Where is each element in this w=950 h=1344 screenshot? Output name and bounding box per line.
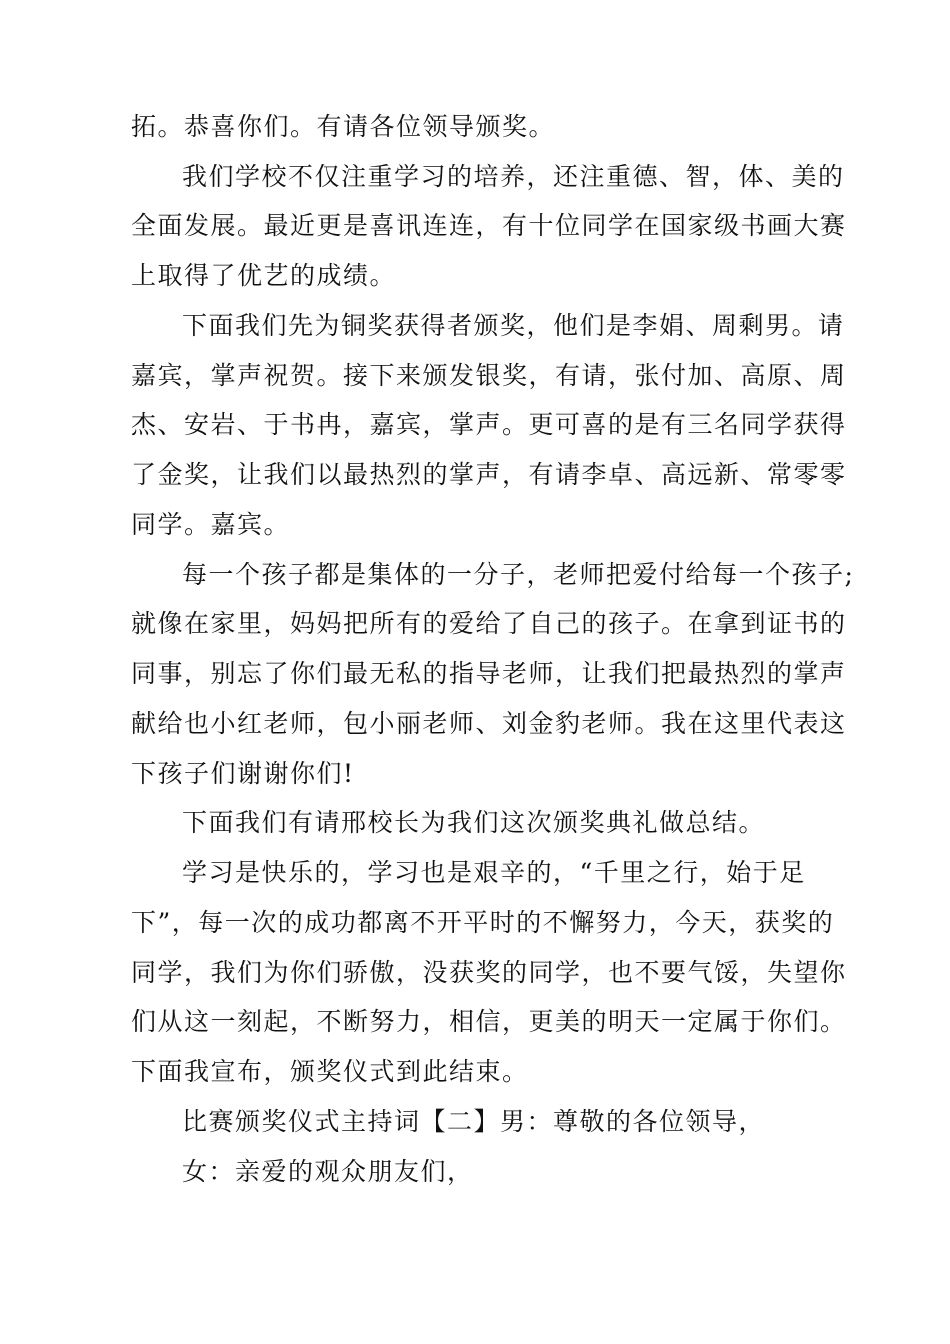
text-line-17: 下”，每一次的成功都离不开平时的不懈努力，今天，获奖的 <box>131 908 835 937</box>
text-line-5: 下面我们先为铜奖获得者颁奖，他们是李娟、周剩男。请 <box>182 311 845 340</box>
text-line-22: 女：亲爱的观众朋友们， <box>182 1157 474 1186</box>
text-line-8: 了金奖，让我们以最热烈的掌声，有请李卓、高远新、常零零 <box>131 460 847 489</box>
text-line-6: 嘉宾，掌声祝贺。接下来颁发银奖，有请，张付加、高原、周 <box>131 361 847 390</box>
text-line-10: 每一个孩子都是集体的一分子，老师把爱付给每一个孩子; <box>182 560 855 589</box>
text-line-11: 就像在家里，妈妈把所有的爱给了自己的孩子。在拿到证书的 <box>131 609 847 638</box>
text-line-13: 献给也小红老师，包小丽老师、刘金豹老师。我在这里代表这 <box>131 709 847 738</box>
text-line-3: 全面发展。最近更是喜讯连连，有十位同学在国家级书画大赛 <box>131 211 847 240</box>
text-line-16: 学习是快乐的，学习也是艰辛的，“千里之行，始于足 <box>182 858 806 887</box>
text-line-12: 同事，别忘了你们最无私的指导老师，让我们把最热烈的掌声 <box>131 659 847 688</box>
text-line-21: 比赛颁奖仪式主持词【二】男：尊敬的各位领导， <box>182 1107 766 1136</box>
text-line-9: 同学。嘉宾。 <box>131 510 291 539</box>
text-line-4: 上取得了优艺的成绩。 <box>131 261 397 290</box>
text-line-20: 下面我宣布，颁奖仪式到此结束。 <box>131 1057 529 1086</box>
text-line-19: 们从这一刻起，不断努力，相信，更美的明天一定属于你们。 <box>131 1007 847 1036</box>
text-line-7: 杰、安岩、于书冉，嘉宾，掌声。更可喜的是有三名同学获得 <box>131 410 847 439</box>
text-line-15: 下面我们有请邢校长为我们这次颁奖典礼做总结。 <box>182 808 766 837</box>
text-line-2: 我们学校不仅注重学习的培养，还注重德、智，体、美的 <box>182 162 845 191</box>
text-line-14: 下孩子们谢谢你们! <box>131 759 355 788</box>
text-line-1: 拓。恭喜你们。有请各位领导颁奖。 <box>131 112 556 141</box>
text-line-18: 同学，我们为你们骄傲，没获奖的同学，也不要气馁，失望你 <box>131 958 847 987</box>
